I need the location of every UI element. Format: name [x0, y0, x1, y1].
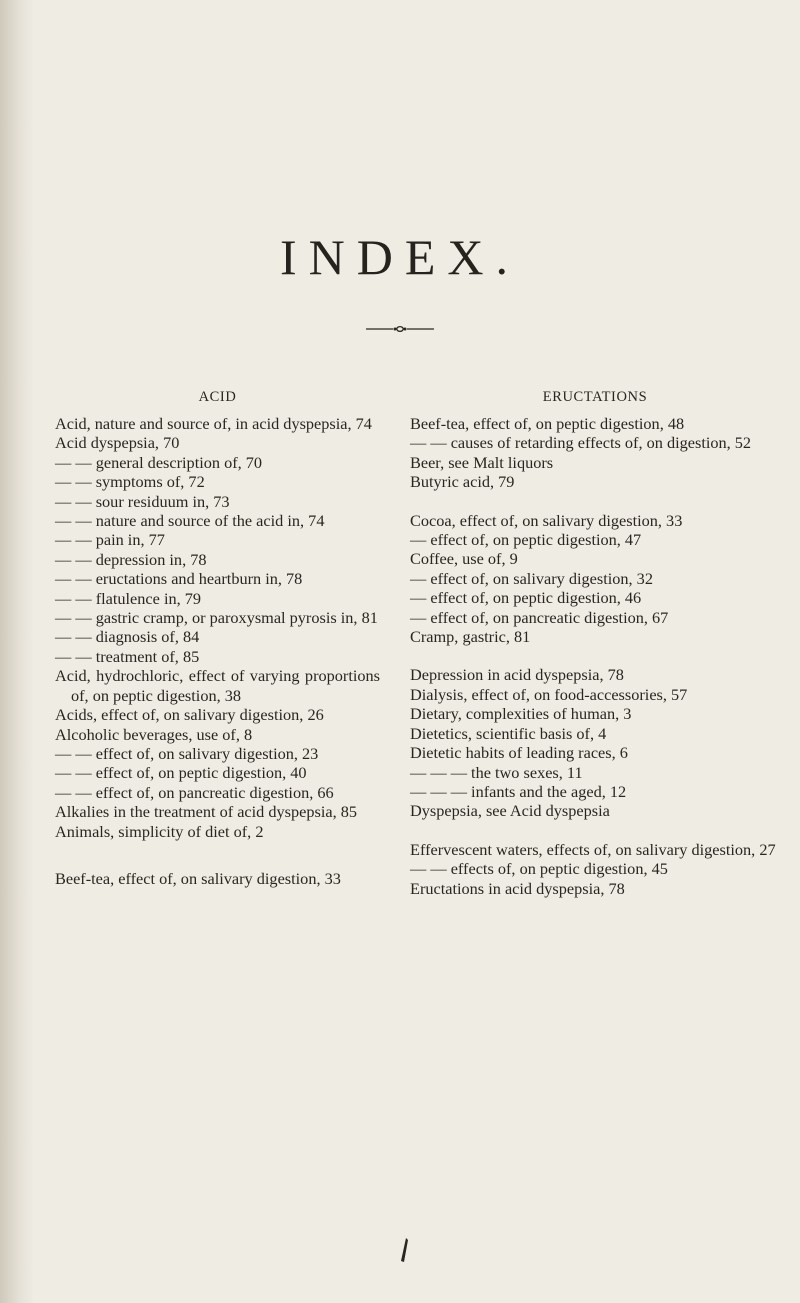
right-entries: [410, 414, 780, 898]
index-entry: Dietetics, scientific basis of, 4: [410, 723, 607, 743]
letter-group-gap: [410, 821, 780, 840]
index-entry: Cocoa, effect of, on salivary digestion, 33: [410, 510, 683, 530]
index-entry: — — gastric cramp, or paroxysmal pyrosis in, 81: [55, 608, 378, 628]
index-entry: Effervescent waters, effects of, on salivary digestion, 27: [410, 839, 776, 859]
index-entry: Beef-tea, effect of, on salivary digestion, 33: [55, 868, 341, 888]
index-entry: Coffee, use of, 9: [410, 549, 518, 569]
left-entries: [55, 414, 380, 888]
index-entry: — — effects of, on peptic digestion, 45: [410, 859, 668, 879]
index-entry: — — diagnosis of, 84: [55, 627, 200, 647]
index-entry: Dietetic habits of leading races, 6: [410, 743, 628, 763]
index-entry: Beer, see Malt liquors: [410, 452, 554, 472]
index-entry: — — sour residuum in, 73: [55, 491, 230, 511]
index-entry: — effect of, on salivary digestion, 32: [410, 568, 653, 588]
index-entry: Cramp, gastric, 81: [410, 627, 531, 647]
index-entry: — — effect of, on salivary digestion, 23: [55, 743, 319, 763]
index-entry: — — effect of, on peptic digestion, 40: [55, 763, 307, 783]
index-entry: — — flatulence in, 79: [55, 588, 202, 608]
title-ornament: [366, 324, 434, 334]
letter-group-gap: [410, 492, 780, 511]
index-entry: Beef-tea, effect of, on peptic digestion, 48: [410, 414, 685, 433]
right-column-heading: ERUCTATIONS: [542, 389, 648, 405]
index-entry: Dietary, complexities of human, 3: [410, 704, 632, 724]
index-entry: Dialysis, effect of, on food-accessories, 57: [410, 684, 688, 704]
index-entry: — — treatment of, 85: [55, 646, 200, 666]
letter-group-gap: [55, 841, 380, 869]
index-entry: Animals, simplicity of diet of, 2: [55, 821, 264, 841]
index-entry: — effect of, on pancreatic digestion, 67: [410, 607, 669, 627]
left-column-heading: ACID: [198, 389, 237, 405]
index-entry: — — depression in, 78: [55, 549, 207, 569]
index-entry: Acid, nature and source of, in acid dyspepsia, 74: [55, 414, 372, 433]
index-entry: — — causes of retarding effects of, on digestion, 52: [410, 433, 752, 453]
index-entry: Acid, hydrochloric, effect of varying proportions of, on peptic digestion, 38: [55, 666, 380, 705]
index-entry: — — effect of, on pancreatic digestion, 66: [55, 782, 334, 802]
ink-mark: [399, 1237, 409, 1263]
index-entry: Dyspepsia, see Acid dyspepsia: [410, 801, 610, 821]
index-entry: Alcoholic beverages, use of, 8: [55, 724, 253, 744]
page-binding-edge: [0, 0, 34, 1303]
letter-group-gap: [410, 646, 780, 665]
index-entry: — — nature and source of the acid in, 74: [55, 511, 325, 531]
index-entry: Eructations in acid dyspepsia, 78: [410, 878, 625, 898]
index-entry: — — eructations and heartburn in, 78: [55, 569, 303, 589]
index-entry: Acids, effect of, on salivary digestion, 26: [55, 705, 324, 725]
left-index-column: [55, 388, 380, 888]
index-entry: Depression in acid dyspepsia, 78: [410, 665, 624, 685]
index-entry: Alkalies in the treatment of acid dyspepsia, 85: [55, 802, 358, 822]
index-entry: — — — infants and the aged, 12: [410, 781, 627, 801]
index-entry: Butyric acid, 79: [410, 472, 515, 492]
page-title: INDEX.: [279, 229, 521, 285]
index-entry: — — — the two sexes, 11: [410, 762, 583, 782]
index-entry: Acid dyspepsia, 70: [55, 433, 180, 453]
index-entry: — effect of, on peptic digestion, 46: [410, 588, 642, 608]
index-entry: — — pain in, 77: [55, 530, 165, 550]
index-entry: — — symptoms of, 72: [55, 472, 205, 492]
right-index-column: [410, 388, 780, 898]
index-entry: — effect of, on peptic digestion, 47: [410, 530, 642, 550]
index-entry: — — general description of, 70: [55, 452, 263, 472]
